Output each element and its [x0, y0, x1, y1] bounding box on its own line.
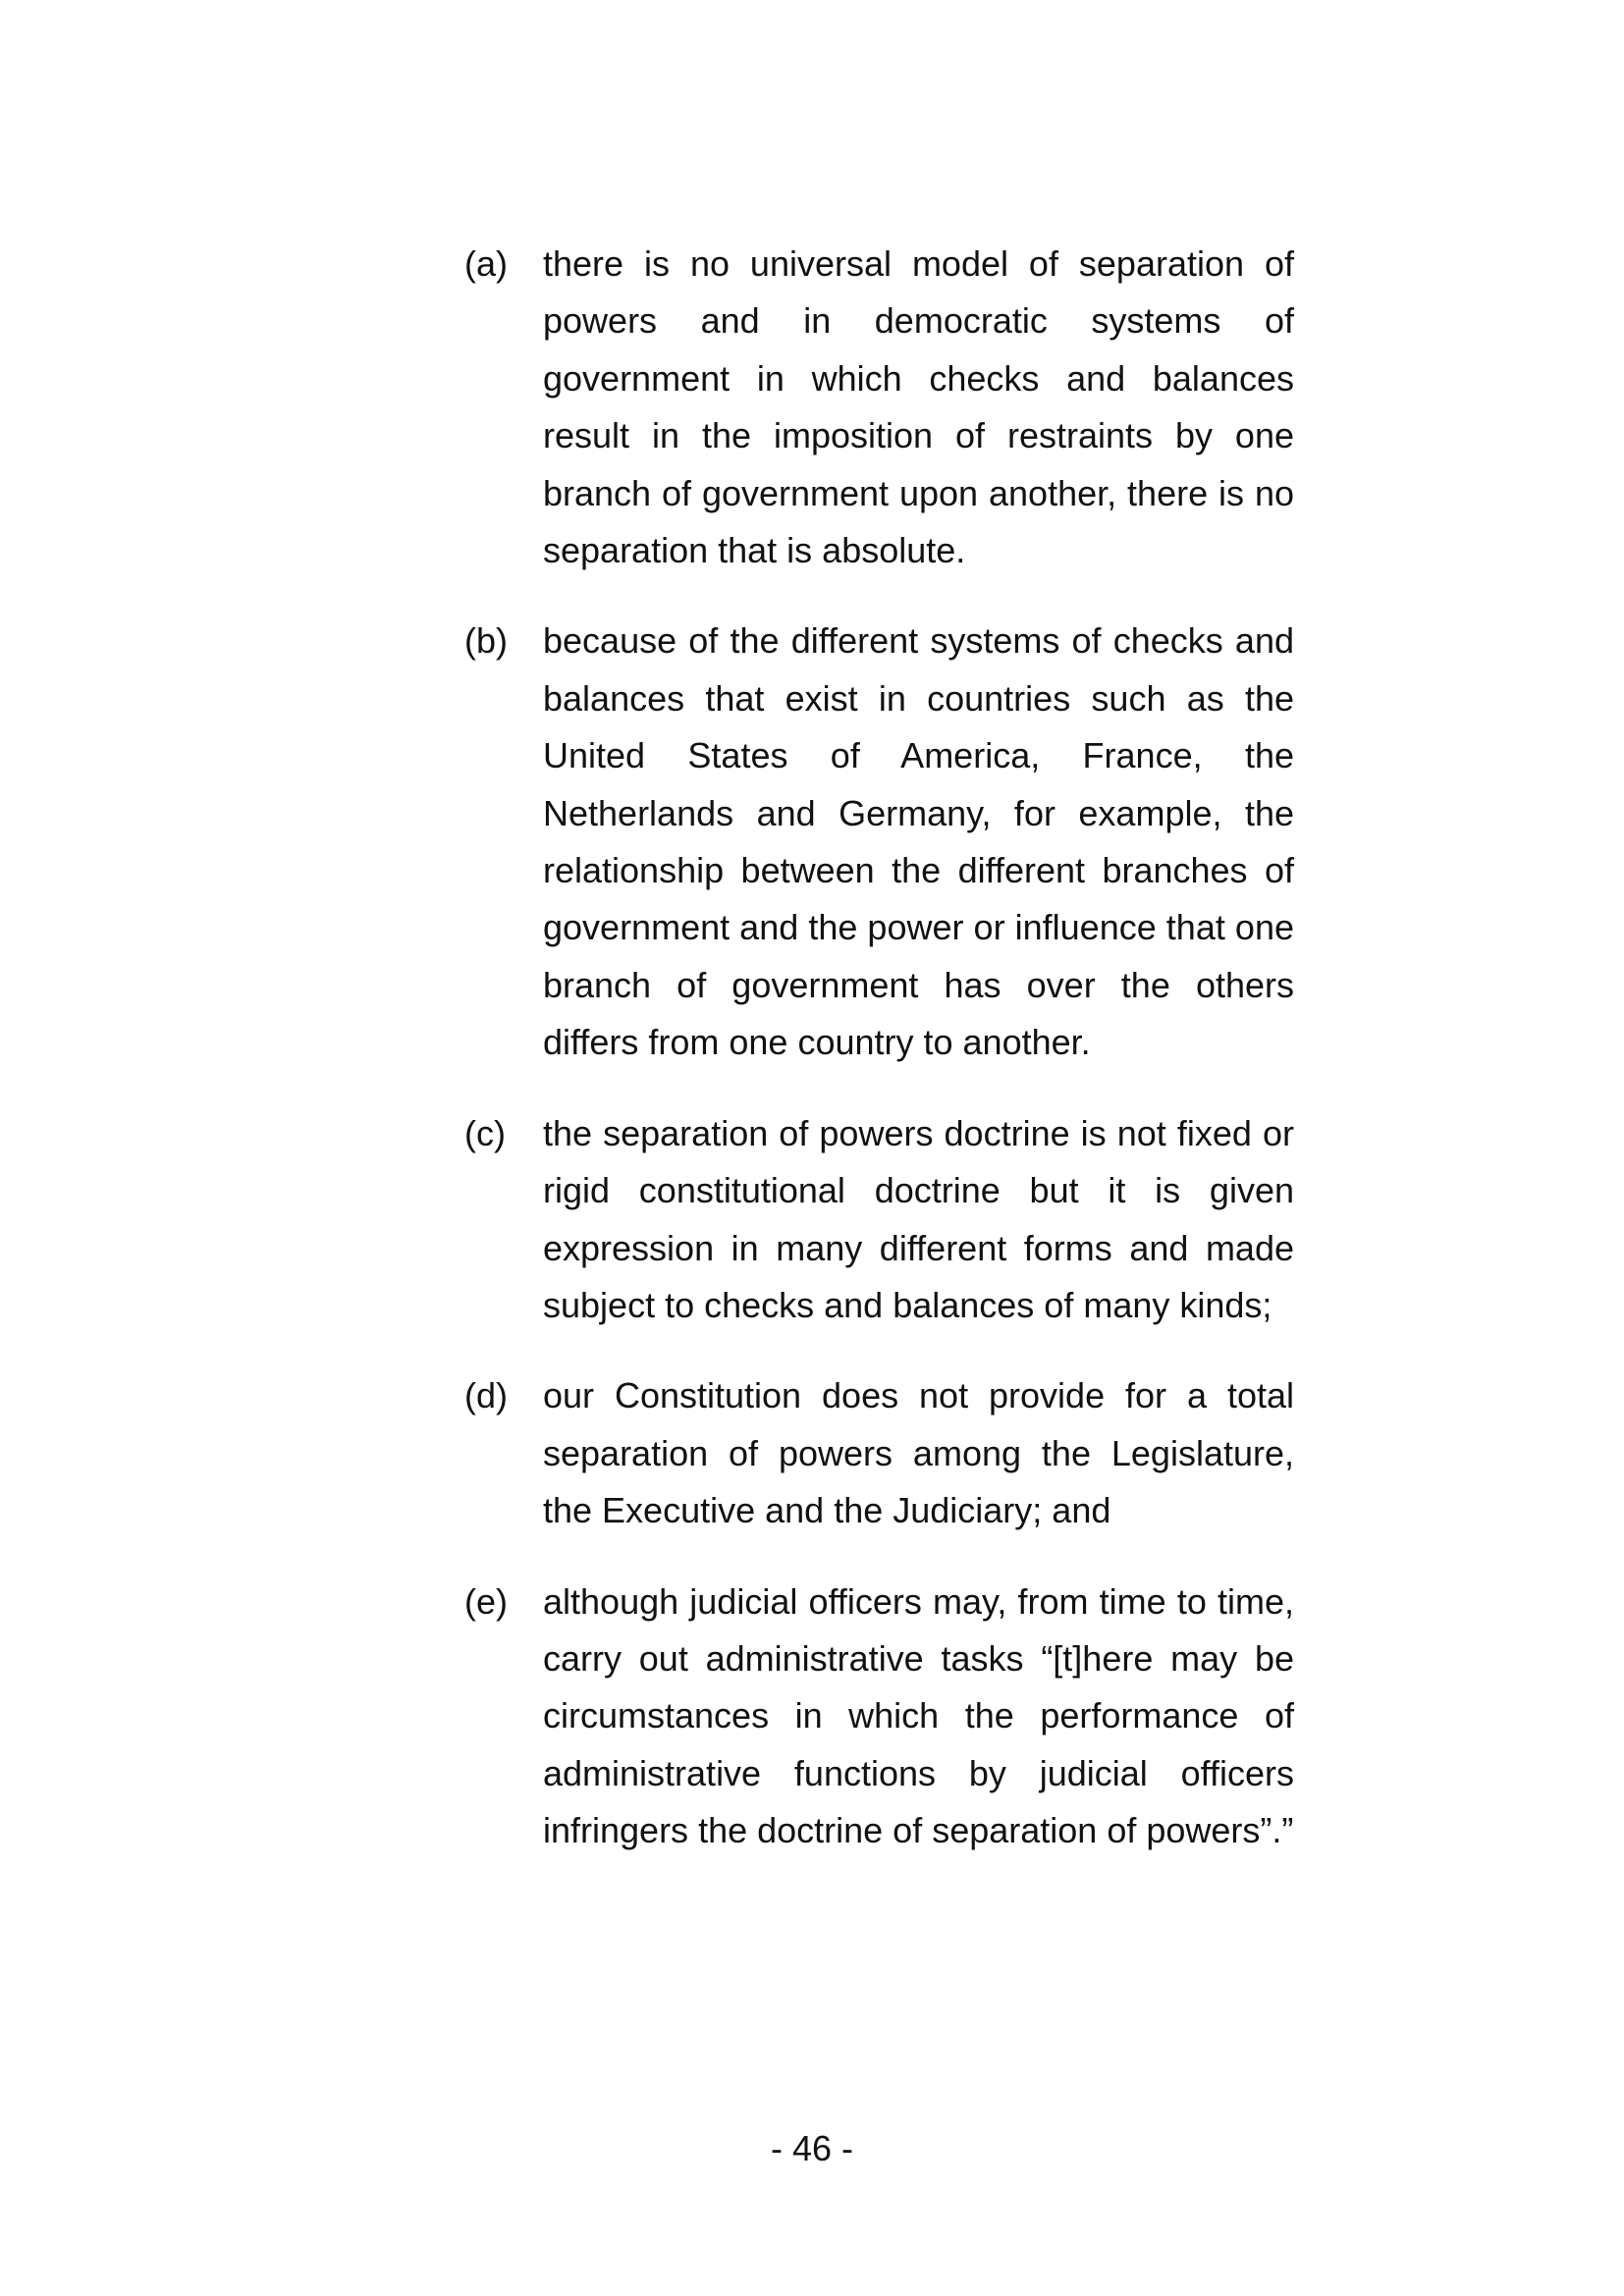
- list-item-b: [464, 613, 1294, 1071]
- list-item-label: (a): [464, 243, 508, 284]
- list-item-d: [464, 1367, 1294, 1539]
- list-item-e: [464, 1574, 1294, 1860]
- list-item-text: our Constitution does not provide for a total separation of powers among the Legislature, the Executive and the Judiciary; and: [543, 1375, 1294, 1531]
- list-item-label: (d): [464, 1375, 508, 1416]
- list-item-text: because of the different systems of checks and balances that exist in countries such as the United States of America, France, the Netherlands and Germany, for example, the relationship between the different branches of government and the power or influence that one branch of government has over the others differs from one country to another.: [543, 620, 1294, 1063]
- list-item-a: [464, 236, 1294, 579]
- lettered-list: [464, 236, 1294, 1894]
- list-item-text: there is no universal model of separation of powers and in democratic systems of government in which checks and balances result in the imposition of restraints by one branch of government upon another, there is no separation that is absolute.: [543, 243, 1294, 571]
- list-item-label: (b): [464, 620, 508, 662]
- list-item-c: [464, 1105, 1294, 1335]
- list-item-label: (e): [464, 1580, 508, 1622]
- list-item-text: the separation of powers doctrine is not fixed or rigid constitutional doctrine but it is given expression in many different forms and made subject to checks and balances of many kinds;: [543, 1112, 1294, 1325]
- list-item-text: although judicial officers may, from time to time, carry out administrative tasks “[t]here may be circumstances in which the performance of administrative functions by judicial officers infringers the doctrine of separation of powers”.”: [543, 1580, 1294, 1851]
- list-item-label: (c): [464, 1112, 506, 1153]
- page-number: - 46 -: [770, 2128, 854, 2168]
